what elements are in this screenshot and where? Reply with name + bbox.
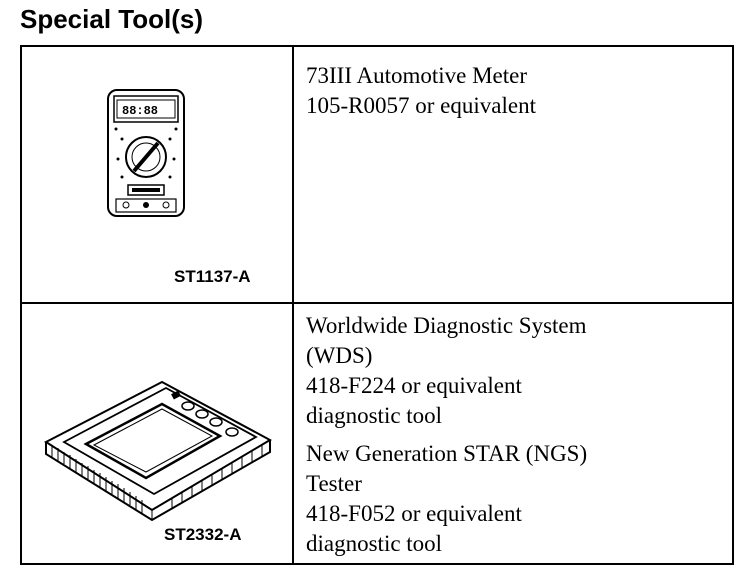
tool-name: 73III Automotive Meter bbox=[306, 63, 528, 88]
tool-name-abbrev: (WDS) bbox=[306, 343, 373, 368]
special-tools-table bbox=[20, 45, 734, 565]
svg-text:88:88: 88:88 bbox=[122, 104, 159, 118]
tool-number: 105-R0057 or equivalent bbox=[306, 93, 536, 118]
tool-description bbox=[306, 311, 587, 431]
tool-description bbox=[306, 439, 587, 559]
tool-name: Worldwide Diagnostic System bbox=[306, 313, 587, 338]
tool-description bbox=[306, 61, 536, 121]
illustration-id: ST1137-A bbox=[174, 267, 251, 286]
row-divider bbox=[22, 302, 732, 304]
column-divider bbox=[292, 47, 294, 563]
diagnostic-tablet-icon bbox=[42, 342, 272, 522]
tool-name: New Generation STAR (NGS) bbox=[306, 441, 588, 466]
tool-type: diagnostic tool bbox=[306, 531, 443, 556]
page-title: Special Tool(s) bbox=[20, 4, 203, 34]
tool-number: 418-F224 or equivalent bbox=[306, 373, 522, 398]
tool-name-suffix: Tester bbox=[306, 471, 362, 496]
tool-number: 418-F052 or equivalent bbox=[306, 501, 522, 526]
illustration-id: ST2332-A bbox=[164, 525, 242, 544]
multimeter-icon bbox=[102, 87, 192, 222]
tool-type: diagnostic tool bbox=[306, 403, 443, 428]
